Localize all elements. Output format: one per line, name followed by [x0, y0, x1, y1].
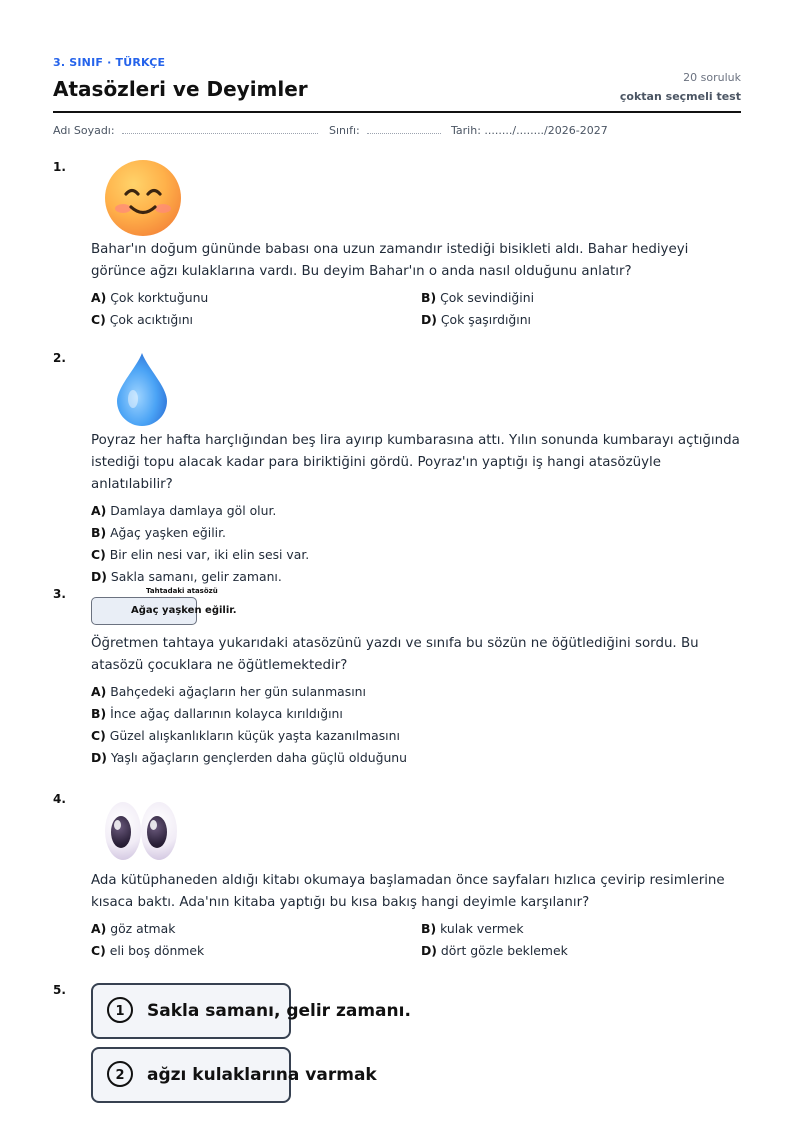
- option-a[interactable]: A) göz atmak: [91, 921, 176, 936]
- question-number: 5.: [53, 983, 66, 997]
- options: [91, 500, 741, 588]
- option-c[interactable]: C) Çok acıktığını: [91, 312, 193, 327]
- test-type: çoktan seçmeli test: [619, 90, 741, 103]
- option-a[interactable]: A) Bahçedeki ağaçların her gün sulanmasını: [91, 684, 366, 699]
- question-4: [91, 792, 741, 962]
- options: [91, 918, 741, 962]
- class-label: Sınıfı:: [329, 124, 360, 137]
- board-caption: Tahtadaki atasözü: [146, 587, 218, 595]
- option-a[interactable]: A) Damlaya damlaya göl olur.: [91, 503, 277, 518]
- grade-label: 3. SINIF · TÜRKÇE: [53, 56, 166, 69]
- options: [91, 681, 741, 769]
- option-b[interactable]: B) Çok sevindiğini: [421, 290, 535, 305]
- question-number: 1.: [53, 160, 66, 174]
- question-text: Bahar'ın doğum gününde babası ona uzun zamandır istediği bisikleti aldı. Bahar hediyeyi görünce ağzı kulaklarına vardı. Bu deyim Bahar'ın o anda nasıl olduğunu anlatır?: [91, 242, 689, 279]
- name-label: Adı Soyadı:: [53, 124, 115, 137]
- option-d[interactable]: D) dört gözle beklemek: [421, 943, 568, 958]
- card-number: 2: [107, 1061, 133, 1087]
- name-field[interactable]: [53, 124, 318, 137]
- option-b[interactable]: B) İnce ağaç dallarının kolayca kırıldığını: [91, 706, 343, 721]
- option-c[interactable]: C) Güzel alışkanlıkların küçük yaşta kazanılmasını: [91, 728, 400, 743]
- class-field[interactable]: [329, 124, 441, 137]
- date-field[interactable]: [451, 124, 608, 137]
- option-b[interactable]: B) Ağaç yaşken eğilir.: [91, 525, 226, 540]
- option-c[interactable]: C) eli boş dönmek: [91, 943, 205, 958]
- question-text: Ada kütüphaneden aldığı kitabı okumaya başlamadan önce sayfaları hızlıca çevirip resimlerine kısaca baktı. Ada'nın kitaba yaptığı bu kısa bakış hangi deyimle karşılanır?: [91, 873, 725, 910]
- smiling-face-icon: [91, 160, 169, 238]
- header-divider: [53, 111, 741, 113]
- board-text: Ağaç yaşken eğilir.: [131, 605, 237, 616]
- option-c[interactable]: C) Bir elin nesi var, iki elin sesi var.: [91, 547, 310, 562]
- card-text: ağzı kulaklarına varmak: [147, 1065, 377, 1085]
- name-blank[interactable]: [122, 124, 318, 134]
- question-text: Poyraz her hafta harçlığından beş lira ayırıp kumbarasına attı. Yılın sonunda kumbarayı açtığında istediği topu alacak kadar para biriktiğini gördü. Poyraz'ın yaptığı iş hangi atasözüyle anlatılabilir?: [91, 433, 740, 492]
- question-1: [91, 160, 741, 331]
- card-number: 1: [107, 997, 133, 1023]
- card-text: Sakla samanı, gelir zamanı.: [147, 1001, 411, 1021]
- option-d[interactable]: D) Çok şaşırdığını: [421, 312, 531, 327]
- water-drop-icon: [91, 351, 169, 429]
- eyes-icon: [91, 792, 169, 870]
- class-blank[interactable]: [367, 124, 441, 134]
- option-d[interactable]: D) Sakla samanı, gelir zamanı.: [91, 569, 282, 584]
- board-figure: [91, 587, 741, 633]
- question-count: 20 soruluk: [683, 71, 741, 84]
- option-a[interactable]: A) Çok korktuğunu: [91, 290, 209, 305]
- question-text: Öğretmen tahtaya yukarıdaki atasözünü yazdı ve sınıfa bu sözün ne öğütlediğini sordu. Bu atasözü çocuklara ne öğütlemektedir?: [91, 636, 699, 673]
- option-b[interactable]: B) kulak vermek: [421, 921, 524, 936]
- option-d[interactable]: D) Yaşlı ağaçların gençlerden daha güçlü olduğunu: [91, 750, 408, 765]
- question-number: 3.: [53, 587, 66, 601]
- question-5: [91, 983, 741, 1108]
- question-2: [91, 351, 741, 588]
- question-number: 2.: [53, 351, 66, 365]
- question-3: [91, 587, 741, 769]
- question-number: 4.: [53, 792, 66, 806]
- date-value: ......../......../2026-2027: [484, 124, 608, 137]
- page-title: Atasözleri ve Deyimler: [53, 77, 308, 101]
- date-label: Tarih:: [451, 124, 481, 137]
- options: [91, 287, 741, 331]
